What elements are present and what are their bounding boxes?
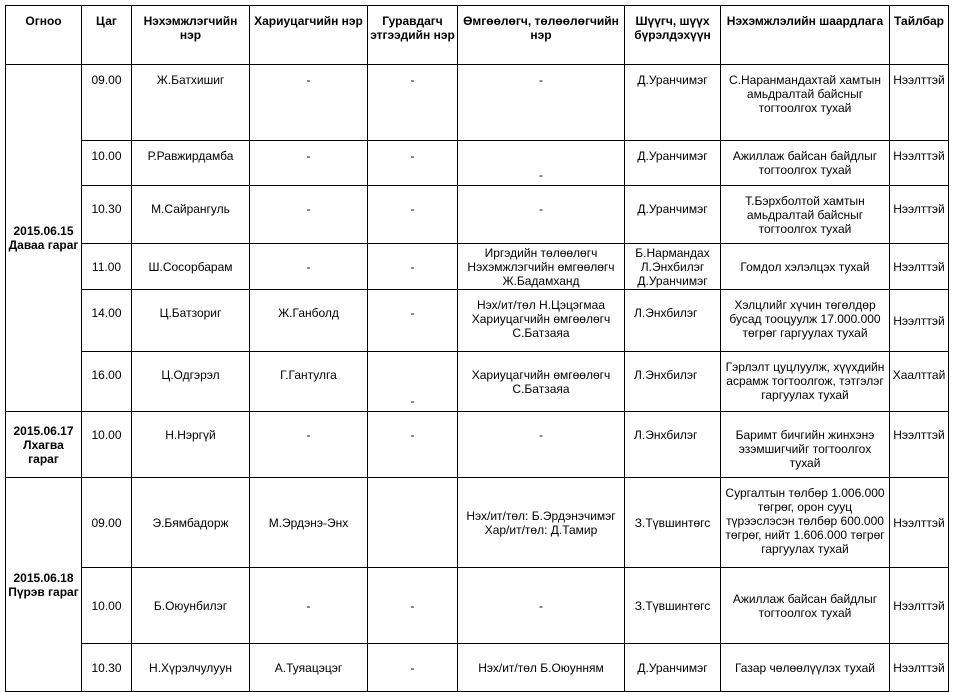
table-row (6, 65, 949, 141)
claim-cell: Т.Бэрхболтой хамтын амьдралтай байсныг тогтоолгох тухай (721, 186, 890, 244)
time-cell: 10.30 (82, 644, 132, 692)
plaintiff-cell: Н.Хүрэлчулуун (132, 644, 250, 692)
table-row (6, 644, 949, 692)
header-time: Цаг (82, 6, 132, 65)
header-judge: Шүүгч, шүүх бүрэлдэхүүн (625, 6, 721, 65)
time-cell: 11.00 (82, 244, 132, 290)
third-party-cell: - (368, 244, 458, 290)
note-cell: Нээлттэй (890, 186, 949, 244)
representative-cell: Нэх/ит/төл Н.Цэцэгмаа Хариуцагчийн өмгөөлөгч С.Батзаяа (458, 290, 625, 352)
claim-cell: Гомдол хэлэлцэх тухай (721, 244, 890, 290)
defendant-cell: А.Туяацэцэг (250, 644, 368, 692)
note-cell: Нээлттэй (890, 478, 949, 568)
note-cell: Хаалттай (890, 352, 949, 412)
representative-cell: - (458, 412, 625, 478)
plaintiff-cell: Ц.Одгэрэл (132, 352, 250, 412)
time-cell: 09.00 (82, 65, 132, 141)
defendant-cell: - (250, 65, 368, 141)
claim-cell: Баримт бичгийн жинхэнэ эзэмшигчийг тогтоолгох тухай (721, 412, 890, 478)
claim-cell: Ажиллаж байсан байдлыг тогтоолгох тухай (721, 141, 890, 186)
time-cell: 10.00 (82, 141, 132, 186)
defendant-cell: Ж.Ганболд (250, 290, 368, 352)
representative-cell: - (458, 65, 625, 141)
representative-cell: - (458, 141, 625, 186)
third-party-cell: - (368, 568, 458, 644)
header-claim: Нэхэмжлэлийн шаардлага (721, 6, 890, 65)
date-cell (6, 65, 82, 412)
weekday-text: Даваа гараг (8, 238, 79, 252)
claim-cell: Хэлцлийг хүчин төгөлдөр бусад тооцуулж 17.000.000 төгрөг гаргуулах тухай (721, 290, 890, 352)
date-text: 2015.06.18 (13, 570, 74, 585)
plaintiff-cell: Ц.Батзориг (132, 290, 250, 352)
judge-cell: З.Түвшинтөгс (625, 478, 721, 568)
representative-cell: Нэх/ит/төл Б.Оюунням (458, 644, 625, 692)
note-cell: Нээлттэй (890, 244, 949, 290)
plaintiff-cell: М.Сайрангуль (132, 186, 250, 244)
header-row (6, 6, 949, 65)
judge-cell: Л.Энхбилэг (625, 352, 721, 412)
representative-cell: - (458, 568, 625, 644)
date-cell (6, 412, 82, 478)
representative-cell: Хариуцагчийн өмгөөлөгч С.Батзаяа (458, 352, 625, 412)
judge-cell: Л.Энхбилэг (625, 412, 721, 478)
third-party-cell: - (368, 352, 458, 412)
table-row (6, 478, 949, 568)
judge-cell: Д.Уранчимэг (625, 186, 721, 244)
date-text: 2015.06.17 (13, 423, 74, 438)
representative-cell: Нэх/ит/төл: Б.Эрдэнэчимэг Хар/ит/төл: Д.Тамир (458, 478, 625, 568)
judge-cell: З.Түвшинтөгс (625, 568, 721, 644)
claim-cell: Гэрлэлт цуцлуулж, хүүхдийн асрамж тогтоолгож, тэтгэлэг гаргуулах тухай (721, 352, 890, 412)
third-party-cell (368, 478, 458, 568)
plaintiff-cell: Р.Равжирдамба (132, 141, 250, 186)
judge-cell: Д.Уранчимэг (625, 141, 721, 186)
third-party-cell: - (368, 186, 458, 244)
defendant-cell: - (250, 568, 368, 644)
note-cell: Нээлттэй (890, 568, 949, 644)
claim-cell: С.Наранмандахтай хамтын амьдралтай байсныг тогтоолгох тухай (721, 65, 890, 141)
defendant-cell: - (250, 141, 368, 186)
header-plaintiff: Нэхэмжлэгчийн нэр (132, 6, 250, 65)
table-row (6, 186, 949, 244)
time-cell: 10.30 (82, 186, 132, 244)
plaintiff-cell: Ш.Сосорбарам (132, 244, 250, 290)
third-party-cell: - (368, 290, 458, 352)
time-cell: 09.00 (82, 478, 132, 568)
representative-cell: Иргэдийн төлөөлөгч Нэхэмжлэгчийн өмгөөлөгч Ж.Бадамханд (458, 244, 625, 290)
third-party-cell: - (368, 644, 458, 692)
plaintiff-cell: Б.Оюунбилэг (132, 568, 250, 644)
defendant-cell: Г.Гантулга (250, 352, 368, 412)
date-cell (6, 478, 82, 692)
time-cell: 14.00 (82, 290, 132, 352)
table-row (6, 290, 949, 352)
judge-cell: Д.Уранчимэг (625, 65, 721, 141)
defendant-cell: М.Эрдэнэ-Энх (250, 478, 368, 568)
note-cell: Нээлттэй (890, 290, 949, 352)
table-row (6, 244, 949, 290)
note-cell: Нээлттэй (890, 65, 949, 141)
table-row (6, 141, 949, 186)
note-cell: Нээлттэй (890, 141, 949, 186)
defendant-cell: - (250, 244, 368, 290)
table-row (6, 412, 949, 478)
third-party-cell: - (368, 141, 458, 186)
table-row (6, 568, 949, 644)
defendant-cell: - (250, 186, 368, 244)
note-cell: Нээлттэй (890, 412, 949, 478)
header-third-party: Гуравдагч этгээдийн нэр (368, 6, 458, 65)
third-party-cell: - (368, 65, 458, 141)
time-cell: 10.00 (82, 412, 132, 478)
claim-cell: Ажиллаж байсан байдлыг тогтоолгох тухай (721, 568, 890, 644)
third-party-cell: - (368, 412, 458, 478)
date-text: 2015.06.15 (13, 224, 74, 238)
header-representative: Өмгөөлөгч, төлөөлөгчийн нэр (458, 6, 625, 65)
plaintiff-cell: Э.Бямбадорж (132, 478, 250, 568)
claim-cell: Сургалтын төлбөр 1.006.000 төгрөг, орон сууц түрээслэсэн төлбөр 600.000 төгрөг, нийт 1.606.000 төгрөг гаргуулах тухай (721, 478, 890, 568)
plaintiff-cell: Н.Нэргүй (132, 412, 250, 478)
court-schedule-table (5, 5, 949, 692)
note-cell: Нээлттэй (890, 644, 949, 692)
time-cell: 16.00 (82, 352, 132, 412)
header-note: Тайлбар (890, 6, 949, 65)
defendant-cell: - (250, 412, 368, 478)
weekday-text: Пүрэв гараг (8, 584, 79, 599)
representative-cell: - (458, 186, 625, 244)
judge-cell: Д.Уранчимэг (625, 644, 721, 692)
header-defendant: Хариуцагчийн нэр (250, 6, 368, 65)
time-cell: 10.00 (82, 568, 132, 644)
header-date: Огноо (6, 6, 82, 65)
claim-cell: Газар чөлөөлүүлэх тухай (721, 644, 890, 692)
weekday-text: Лхагва гараг (23, 437, 64, 466)
plaintiff-cell: Ж.Батхишиг (132, 65, 250, 141)
judge-cell: Б.Нармандах Л.Энхбилэг Д.Уранчимэг (625, 244, 721, 290)
table-row (6, 352, 949, 412)
judge-cell: Л.Энхбилэг (625, 290, 721, 352)
